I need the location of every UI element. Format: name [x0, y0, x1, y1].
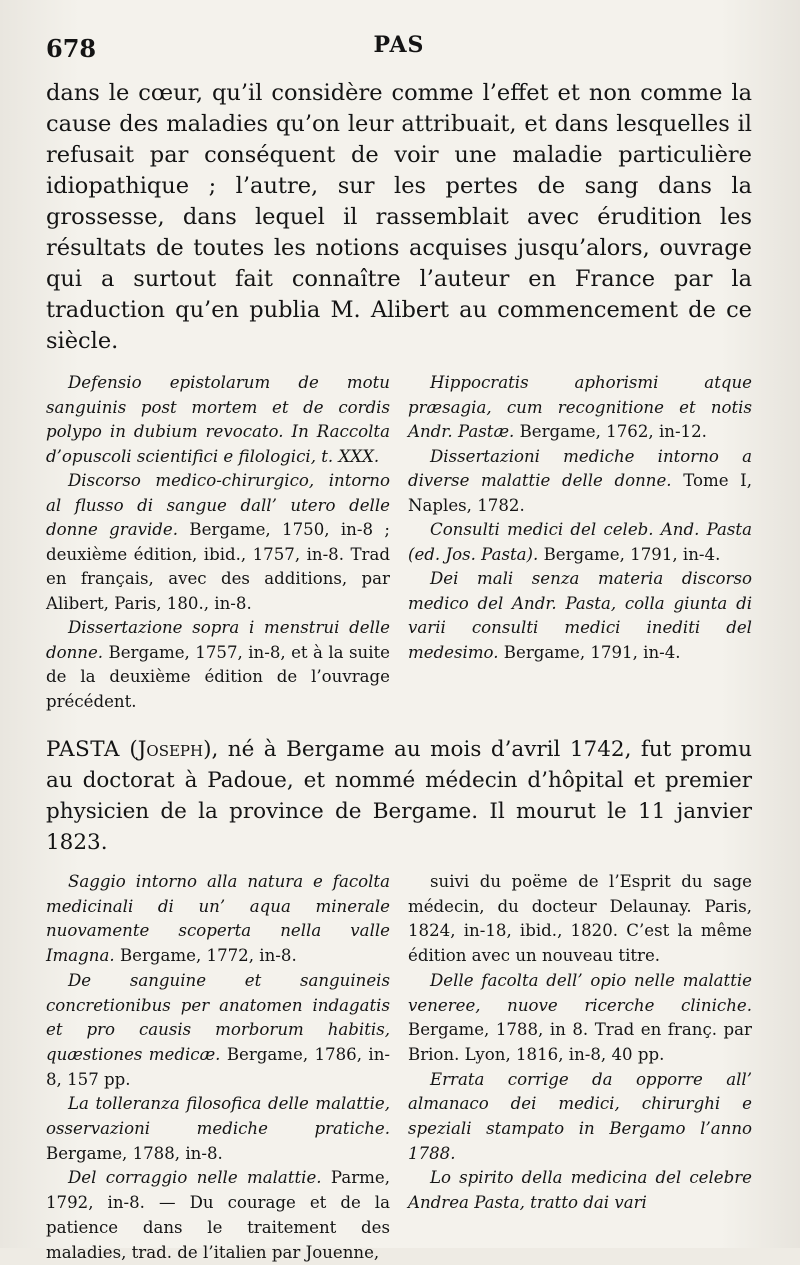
bibliography-details: Bergame, 1788, in 8. Trad en franç. par Brion. Lyon, 1816, in-8, 40 pp.	[408, 1020, 752, 1064]
intro-paragraph: dans le cœur, qu’il considère comme l’effet et non comme la cause des maladies qu’on leur attribuait, et dans lesquelles il refusait par conséquent de voir une maladie particulière idiopathique ; l’autre, sur les pertes de sang dans la grossesse, dans lequel il rassemblait avec érudition les résultats de toutes les notions acquises jusqu’alors, ouvrage qui a surtout fait connaître l’auteur en France par la traduction qu’en publia M. Alibert au commencement de ce siècle.	[46, 80, 752, 354]
bibliography-title: Dei mali senza materia discorso medico del Andr. Pasta, colla giunta di varii consulti medici inediti del medesimo.	[408, 569, 752, 662]
bibliography-right-column	[408, 371, 752, 714]
bibliography-item	[408, 870, 752, 969]
bibliography-item	[408, 567, 752, 665]
bibliography-columns-2	[46, 870, 752, 1265]
bibliography-details: Bergame, 1750, in-8 ; deuxième édition, ibid., 1757, in-8. Trad en français, avec des additions, par Alibert, Paris, 180., in-8.	[46, 520, 390, 613]
bibliography-item	[46, 870, 390, 969]
bibliography-item	[46, 469, 390, 616]
bibliography-details: Bergame, 1757, in-8, et à la suite de la deuxième édition de l’ouvrage précédent.	[46, 642, 390, 711]
bibliography-item	[46, 969, 390, 1093]
running-head: PAS	[373, 32, 425, 58]
bibliography-title: Delle facolta dell’ opio nelle malattie veneree, nuove ricerche cliniche.	[408, 970, 752, 1015]
bibliography-details: Bergame, 1762, in-12.	[514, 422, 707, 441]
bibliography-details: suivi du poëme de l’Esprit du sage médecin, du docteur Delaunay. Paris, 1824, in-18, ibid., 1820. C’est la même édition avec un nouveau titre.	[408, 872, 752, 966]
biography-entry	[46, 734, 752, 858]
bibliography-item	[408, 371, 752, 445]
bibliography-details: Bergame, 1772, in-8.	[114, 946, 297, 966]
bibliography-item	[46, 371, 390, 469]
bibliography-item	[408, 1166, 752, 1215]
bibliography-title: La tolleranza filosofica delle malattie, osservazioni mediche pratiche.	[46, 1094, 390, 1139]
bibliography-item	[408, 518, 752, 567]
bibliography-title: Consulti medici del celeb. And. Pasta (ed. Jos. Pasta).	[408, 520, 752, 564]
bibliography-title: Lo spirito della medicina del celebre Andrea Pasta, tratto dai vari	[408, 1168, 752, 1213]
bibliography-details: Bergame, 1791, in-4.	[538, 544, 721, 564]
entry-firstname: (Joseph)	[129, 737, 212, 762]
bibliography-item	[408, 1068, 752, 1167]
bibliography-item	[408, 445, 752, 519]
bibliography-title: Defensio epistolarum de motu sanguinis post mortem et de cordis polypo in dubium revocato. In Raccolta d’opuscoli scientifici e filologici, t. XXX.	[46, 373, 390, 466]
bibliography-item	[46, 1166, 390, 1265]
bibliography-left-column-2	[46, 870, 390, 1265]
bibliography-details: Bergame, 1788, in-8.	[46, 1143, 223, 1163]
bibliography-title: Del corraggio nelle malattie.	[68, 1168, 322, 1188]
bibliography-item	[46, 616, 390, 714]
bibliography-details: Bergame, 1786, in-8, 157 pp.	[46, 1044, 390, 1089]
bibliography-left-column	[46, 371, 390, 714]
bibliography-title: Saggio intorno alla natura e facolta medicinali di un’ aqua minerale nuovamente scoperta nella valle Imagna.	[46, 872, 390, 966]
bibliography-item	[408, 969, 752, 1068]
bibliography-title: Hippocratis aphorismi atque præsagia, cum recognitione et notis Andr. Pastæ.	[408, 373, 752, 441]
page-header	[46, 28, 752, 78]
bibliography-columns	[46, 371, 752, 714]
bibliography-item	[46, 1092, 390, 1166]
bibliography-title: Dissertazione sopra i menstrui delle donne.	[46, 618, 390, 662]
entry-name: PASTA	[46, 737, 120, 762]
bibliography-title: Errata corrige da opporre all’ almanaco dei medici, chirurghi e speziali stampato in Bergamo l’anno 1788.	[408, 1069, 752, 1163]
bibliography-right-column-2	[408, 870, 752, 1265]
bibliography-title: De sanguine et sanguineis concretionibus per anatomen indagatis et pro causis morborum habitis, quæstiones medicæ.	[46, 970, 390, 1064]
bibliography-details: Parme, 1792, in-8. — Du courage et de la patience dans le traitement des maladies, trad. de l’italien par Jouenne,	[46, 1168, 390, 1262]
bibliography-details: Tome I, Naples, 1782.	[408, 471, 752, 515]
bibliography-title: Dissertazioni mediche intorno a diverse malattie delle donne.	[408, 446, 752, 490]
entry-text: , né à Bergame au mois d’avril 1742, fut promu au doctorat à Padoue, et nommé médecin d’hôpital et premier physicien de la province de Bergame. Il mourut le 11 janvier 1823.	[46, 737, 752, 855]
page-number: 678	[46, 34, 97, 63]
bibliography-details: Bergame, 1791, in-4.	[498, 642, 681, 662]
bibliography-title: Discorso medico-chirurgico, intorno al flusso di sangue dall’ utero delle donne gravide.	[46, 471, 390, 539]
